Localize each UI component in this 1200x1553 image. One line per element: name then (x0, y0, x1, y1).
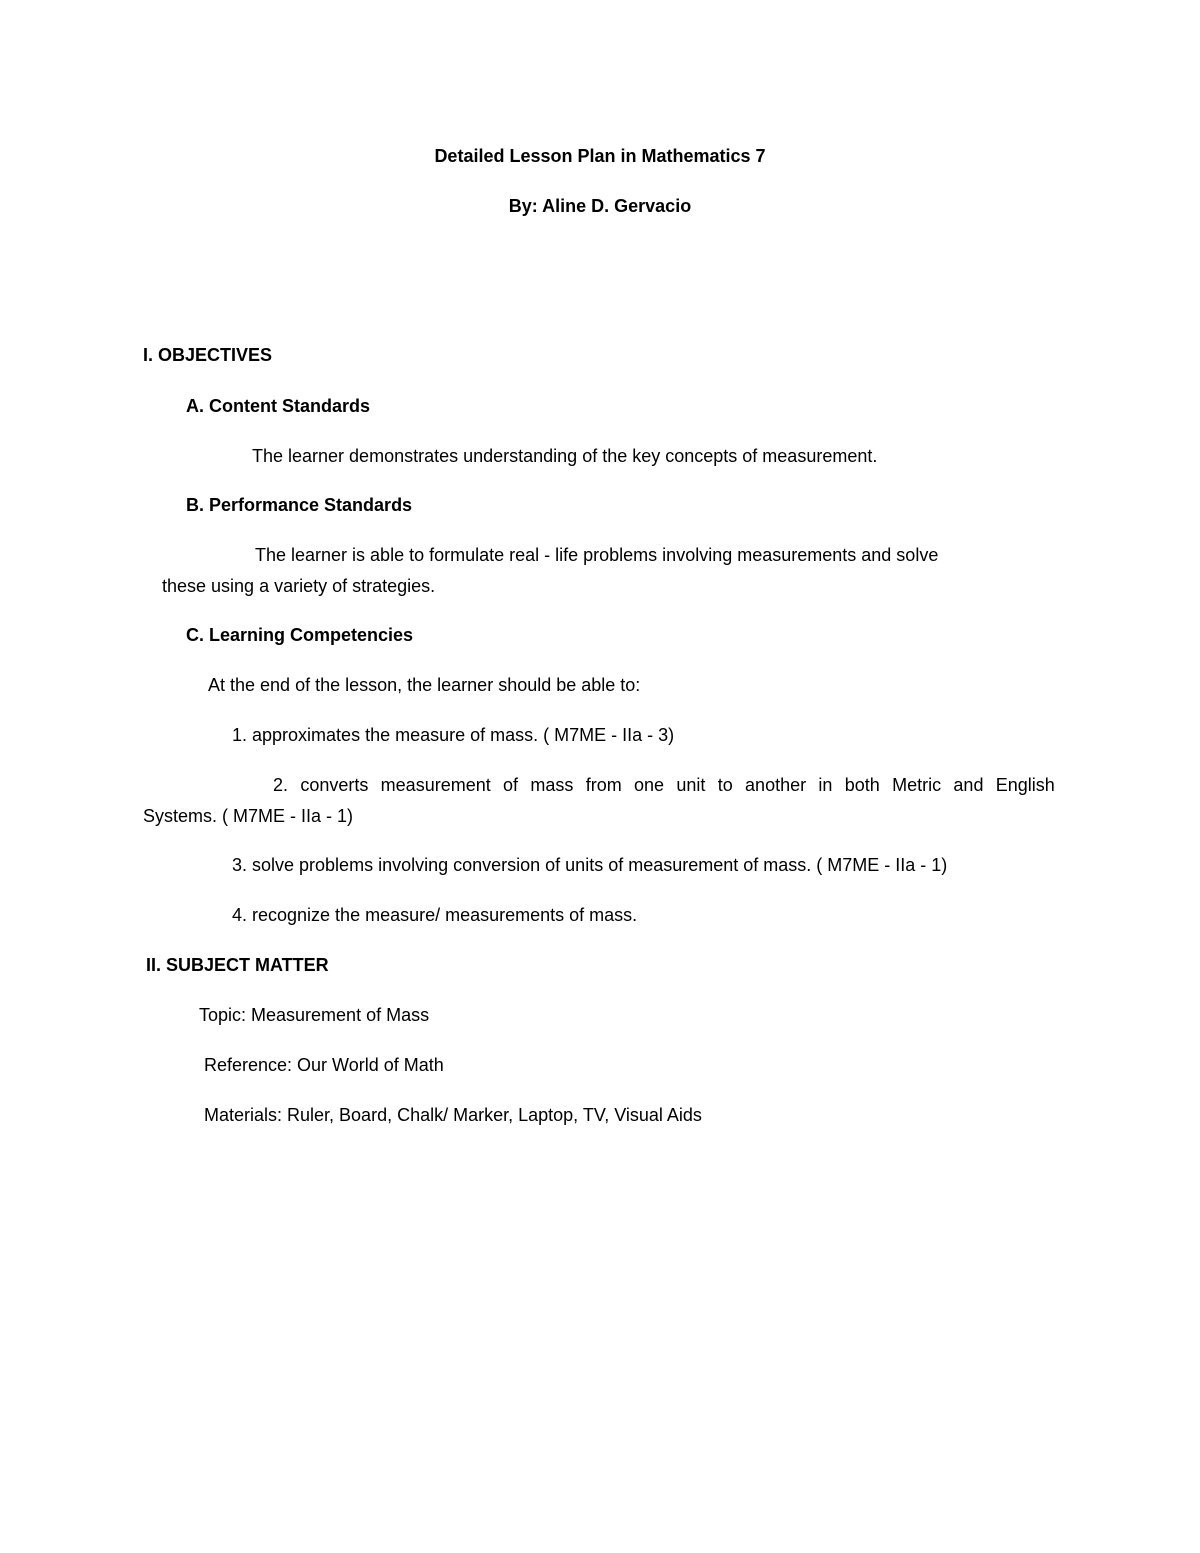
competency-item-2-word: Metric (892, 775, 942, 795)
competency-item-2-word: unit (676, 775, 706, 795)
subheading-content-standards: A. Content Standards (186, 396, 371, 416)
document-title: Detailed Lesson Plan in Mathematics 7 (434, 146, 766, 166)
competency-item-2-word: English (995, 775, 1055, 795)
competency-item-2-word: of (503, 775, 519, 795)
competency-item-3: 3. solve problems involving conversion of units of measurement of mass. ( M7ME - IIa - 1) (232, 855, 948, 875)
competency-item-2-word: measurement (380, 775, 491, 795)
competency-item-2-word: mass (530, 775, 574, 795)
competency-item-2-word: in (818, 775, 833, 795)
subject-matter-reference: Reference: Our World of Math (204, 1055, 444, 1075)
competency-item-2-word: converts (300, 775, 369, 795)
competency-item-2-word: both (844, 775, 880, 795)
performance-standards-text-line1: The learner is able to formulate real - life problems involving measurements and solve (255, 545, 939, 565)
performance-standards-text-line2: these using a variety of strategies. (162, 576, 436, 596)
competency-item-4: 4. recognize the measure/ measurements of mass. (232, 905, 638, 925)
learning-competencies-intro: At the end of the lesson, the learner should be able to: (208, 675, 641, 695)
subheading-learning-competencies: C. Learning Competencies (186, 625, 414, 645)
competency-item-2-line1 (273, 773, 1055, 797)
content-standards-text: The learner demonstrates understanding of the key concepts of measurement. (252, 446, 878, 466)
subject-matter-materials: Materials: Ruler, Board, Chalk/ Marker, Laptop, TV, Visual Aids (204, 1105, 702, 1125)
section-heading-subject-matter: II. SUBJECT MATTER (146, 955, 329, 975)
competency-item-2-word: from (585, 775, 622, 795)
competency-item-2-word: and (953, 775, 984, 795)
competency-item-2-word: 2. (273, 775, 289, 795)
competency-item-2-word: another (745, 775, 807, 795)
subject-matter-topic: Topic: Measurement of Mass (199, 1005, 430, 1025)
document-author: By: Aline D. Gervacio (508, 196, 692, 216)
competency-item-2-word: to (717, 775, 733, 795)
section-heading-objectives: I. OBJECTIVES (143, 345, 273, 365)
competency-item-2-line2: Systems. ( M7ME - IIa - 1) (143, 806, 354, 826)
subheading-performance-standards: B. Performance Standards (186, 495, 413, 515)
competency-item-1: 1. approximates the measure of mass. ( M7ME - IIa - 3) (232, 725, 675, 745)
competency-item-2-word: one (634, 775, 665, 795)
